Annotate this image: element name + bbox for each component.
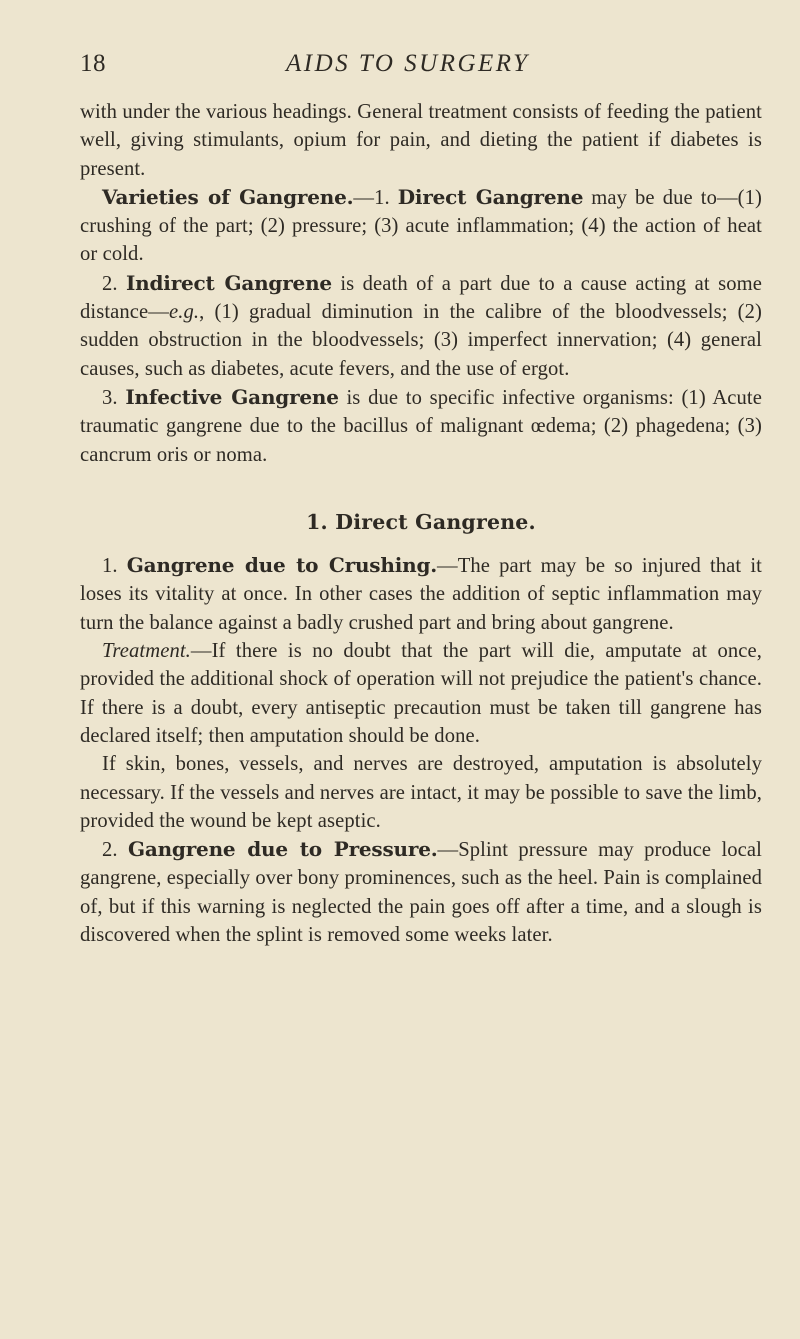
pressure-heading: Gangrene due to Pressure. <box>127 837 438 862</box>
list-number: 1. <box>102 555 127 578</box>
paragraph-text: —The part may be so injured that it loses its vitality at once. In other cases the addition of septic inflammation may turn the balance against a badly crushed part and bring about gangrene. <box>80 555 762 634</box>
paragraph-general-treatment <box>80 98 762 183</box>
paragraph-text: —Splint pressure may produce local gangrene, especially over bony prominences, such as the heel. Pain is complained of, but if this warning is neglected the pain goes off after a time, and a slough is discovered when the splint is removed some weeks later. <box>80 839 762 947</box>
list-number: —1. <box>353 186 398 209</box>
list-number: 2. <box>102 272 127 295</box>
list-number: 2. <box>102 839 128 862</box>
varieties-heading: Varieties of Gangrene. <box>102 184 354 209</box>
paragraph-infective-gangrene <box>80 383 762 469</box>
paragraph-text: with under the various headings. General treatment consists of feeding the patient well, giving stimulants, opium for pain, and dieting the patient if diabetes is present. <box>80 101 762 180</box>
paragraph-text: —If there is no doubt that the part will die, amputate at once, provided the additional shock of operation will not prejudice the patient's chance. If there is a doubt, every antiseptic precaution must be taken till gangrene has declared itself; then amputation should be done. <box>80 640 762 747</box>
paragraph-text: , (1) gradual diminution in the calibre of the bloodvessels; (2) sudden obstruction in the bloodvessels; (3) imperfect innervation; (4) general causes, such as diabetes, acute fevers, and the use of ergot. <box>80 301 762 380</box>
running-title: AIDS TO SURGERY <box>286 50 530 77</box>
paragraph-pressure <box>80 835 762 949</box>
direct-gangrene-heading: Direct Gangrene <box>397 184 584 209</box>
indirect-gangrene-heading: Indirect Gangrene <box>126 270 332 295</box>
body-text <box>80 98 762 949</box>
paragraph-varieties <box>80 183 762 269</box>
infective-gangrene-heading: Infective Gangrene <box>125 384 339 409</box>
crushing-heading: Gangrene due to Crushing. <box>126 553 437 578</box>
paragraph-indirect-gangrene <box>80 269 762 383</box>
paragraph-text: If skin, bones, vessels, and nerves are destroyed, amputation is absolutely necessary. If the vessels and nerves are intact, it may be possible to save the limb, provided the wound be kept aseptic. <box>80 753 762 832</box>
paragraph-crushing <box>80 551 762 637</box>
list-number: 3. <box>102 386 126 409</box>
page-number: 18 <box>80 50 106 77</box>
section-heading: 1. Direct Gangrene. <box>306 509 536 534</box>
paragraph-text: is death of a part due to a cause acting at some distance— <box>80 272 762 324</box>
treatment-label: Treatment. <box>102 640 191 663</box>
paragraph-text: may be due to—(1) crushing of the part; (2) pressure; (3) acute inflammation; (4) the action of heat or cold. <box>80 186 762 266</box>
running-head <box>80 40 762 77</box>
eg-abbreviation: e.g. <box>168 301 200 324</box>
paragraph-amputation <box>80 750 762 835</box>
paragraph-text: is due to specific infective organisms: (1) Acute traumatic gangrene due to the bacillus of malignant œdema; (2) phagedena; (3) cancrum oris or noma. <box>80 386 762 466</box>
paragraph-treatment <box>80 637 762 750</box>
